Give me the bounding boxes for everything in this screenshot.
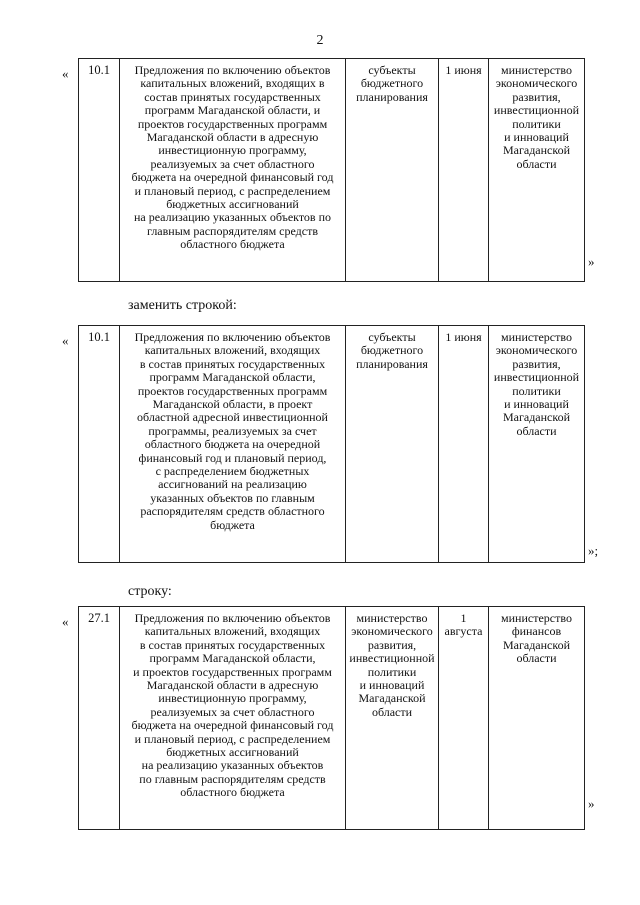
row-number: 10.1 (79, 59, 120, 282)
row-deadline: 1 июня (439, 59, 489, 282)
table-row-replacement (78, 325, 585, 563)
page-number: 2 (316, 33, 324, 48)
row-description: Предложения по включению объектов капитальных вложений, входящих в состав принятых государственных программ Магаданской области, и проектов государственных программ Магаданской области в адресную инвестиционную программу, реализуемых за счет областного бюджета на очередной финансовый год и плановый период, с распределением бюджетных ассигнований на реализацию указанных объектов по главным распорядителям средств областного бюджета (120, 59, 346, 282)
closing-quote: » (588, 796, 595, 811)
row-recipient: министерство экономического развития, инвестиционной политики и инноваций Магаданской области (489, 59, 585, 282)
opening-quote: « (62, 614, 69, 629)
closing-quote: »; (588, 543, 599, 558)
opening-quote: « (62, 333, 69, 348)
table-row-original (78, 58, 585, 282)
row-deadline: 1 июня (439, 326, 489, 563)
row-provider: министерство экономического развития, инвестиционной политики и инноваций Магаданской области (346, 607, 439, 830)
row-provider: субъекты бюджетного планирования (346, 59, 439, 282)
table-row-new (78, 606, 585, 830)
row-provider: субъекты бюджетного планирования (346, 326, 439, 563)
row-deadline: 1 августа (439, 607, 489, 830)
closing-quote: » (588, 254, 595, 269)
row-description: Предложения по включению объектов капитальных вложений, входящих в состав принятых государственных программ Магаданской области, проектов государственных программ Магаданской области, в проект областной адресной инвестиционной программы, реализуемых за счет областного бюджета на очередной финансовый год и плановый период, с распределением бюджетных ассигнований на реализацию указанных объектов по главным распорядителям средств областного бюджета (120, 326, 346, 563)
row-number: 10.1 (79, 326, 120, 563)
row-label-caption: строку: (128, 584, 172, 599)
row-recipient: министерство финансов Магаданской области (489, 607, 585, 830)
row-number: 27.1 (79, 607, 120, 830)
replace-with-caption: заменить строкой: (128, 298, 237, 313)
row-recipient: министерство экономического развития, инвестиционной политики и инноваций Магаданской области (489, 326, 585, 563)
opening-quote: « (62, 66, 69, 81)
row-description: Предложения по включению объектов капитальных вложений, входящих в состав принятых государственных программ Магаданской области, и проектов государственных программ Магаданской области в адресную инвестиционную программу, реализуемых за счет областного бюджета на очередной финансовый год и плановый период, с распределением бюджетных ассигнований на реализацию указанных объектов по главным распорядителям средств областного бюджета (120, 607, 346, 830)
